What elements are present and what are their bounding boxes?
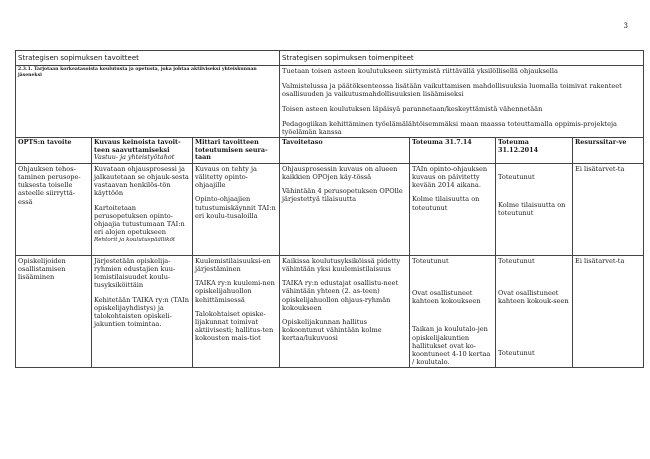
col-realization-1: Toteuma 31.7.14 bbox=[410, 137, 496, 163]
row1-real2-2: Kolme tilaisuutta on toteutunut bbox=[498, 200, 566, 218]
row2-means bbox=[92, 255, 193, 368]
row1-means-note: Rehtorit ja koulutuspäälliköt bbox=[94, 237, 176, 244]
row2-target-2: TAIKA ry:n edustajat osallistu-neet vähintään yhteen (2. as-teen) opiskelijahuollon ohjaus-ryhmän kokoukseen bbox=[282, 279, 399, 312]
row1-meter-2: Opinto-ohjaajien tutustumiskäynnit TAI:n eri koulu-tusaloilla bbox=[195, 195, 276, 220]
row2-real2-1: Toteutunut bbox=[498, 256, 535, 265]
row2-means-1: Järjestetään opiskelija-ryhmien edustajien kuu-lemistilaisuudet koulu-tusyksiköittäin bbox=[94, 256, 176, 290]
row2-target bbox=[280, 255, 410, 368]
row2-meter bbox=[193, 255, 280, 368]
row2-real1-1: Toteutunut bbox=[412, 256, 449, 265]
strategy-table bbox=[15, 50, 644, 368]
action-2: Valmistelussa ja päätöksenteossa lisätään vaikuttamisen mahdollisuuksia luomalla toimivat rakenteet osallisuuden ja vaikutusmahdollisuuksien lisäämiseksi bbox=[282, 81, 622, 99]
goal-actions bbox=[280, 66, 644, 138]
row1-real1-1: TAIn opinto-ohjauksen kuvaus on päivitetty kevään 2014 aikana. bbox=[412, 164, 488, 190]
row2-meter-3: Talokohtaiset opiske-lijakunnat toimivat aktiivisesti; hallitus-ten kokousten mais-tiot bbox=[195, 309, 274, 343]
action-4: Pedagogiikan kehittäminen työelämälähtöisemmäksi maan maassa toteuttamalla oppimis-projekteja työelämän kanssa bbox=[282, 119, 617, 136]
row1-meter bbox=[193, 163, 280, 255]
row1-target-1: Ohjausprosessin kuvaus on alueen kaikkien OPOjen käy-tössä bbox=[282, 164, 398, 181]
row2-real1 bbox=[410, 255, 496, 368]
row2-real2-2: Ovat osallistuneet kahteen kokouk-seen bbox=[498, 288, 569, 306]
header-actions: Strategisen sopimuksen toimenpiteet bbox=[280, 51, 644, 66]
row1-meter-1: Kuvaus on tehty ja välitetty opinto-ohjaajille bbox=[195, 164, 257, 190]
table-row bbox=[16, 255, 644, 368]
goal-text: 2.3.1. Tarjotaan korkeatasoista koulutusta ja opetusta, joka johtaa aktiiviseksi yhteiskunnan jäseneksi bbox=[16, 66, 280, 138]
row2-real2-3: Toteutunut bbox=[498, 349, 535, 358]
column-header-row bbox=[16, 137, 644, 163]
row1-goal: Ohjauksen tehos-taminen perusope-tuksesta toiselle asteelle siirryttä-essä bbox=[16, 163, 92, 255]
col-means bbox=[92, 137, 193, 163]
row1-means-2: Kartoitetaan perusopetuksen opinto-ohjaajia tutustumaan TAI:n eri alojen opetukseen bbox=[94, 203, 185, 237]
col-resources: Resurssitar-ve bbox=[573, 137, 644, 163]
row2-goal: Opiskelijoiden osallistamisen lisääminen bbox=[16, 255, 92, 368]
row2-real2 bbox=[496, 255, 573, 368]
row2-real1-3: Taikan ja koulutalo-jen opiskelijakuntien hallitukset ovat ko-koontuneet 4-10 kertaa / koulutalo. bbox=[412, 325, 491, 367]
row2-meter-2: TAIKA ry:n kuulemi-nen opiskelijahuollon kehittämisessä bbox=[195, 279, 275, 304]
row1-real1 bbox=[410, 163, 496, 255]
row2-target-1: Kaikissa koulutusyksiköissä pidetty vähintään yksi kuulemistilaisuus bbox=[282, 256, 401, 273]
row1-resources: Ei lisätarvet-ta bbox=[573, 163, 644, 255]
row1-means bbox=[92, 163, 193, 255]
row1-real1-2: Kolme tilaisuutta on toteutunut bbox=[412, 195, 480, 212]
col-means-label: Kuvaus keinoista tavoit-teen saavuttamiseksi bbox=[94, 137, 181, 154]
row2-real1-2: Ovat osallistuneet kahteen kokoukseen bbox=[412, 288, 481, 306]
col-realization-2: Toteuma 31.12.2014 bbox=[496, 137, 573, 163]
header-row bbox=[16, 51, 644, 66]
row1-target-2: Vähintään 4 perusopetuksen OPOlle järjestettyä tilaisuutta bbox=[282, 187, 403, 204]
action-1: Tuetaan toisen asteen koulutukseen siirtymistä riittävällä yksilöllisellä ohjauksella bbox=[282, 67, 558, 76]
col-opts-goal: OPTS:n tavoite bbox=[16, 137, 92, 163]
row1-real2-1: Toteutunut bbox=[498, 172, 535, 181]
row1-target bbox=[280, 163, 410, 255]
col-means-sub: Vastuu- ja yhteistyötahot bbox=[94, 153, 175, 162]
row2-resources: Ei lisätarvet-ta bbox=[573, 255, 644, 368]
row2-means-2: Kehitetään TAIKA ry:n (TAIn opiskelijayhdistys) ja talokohtaisten opiskeli-jakuntien toimintaa. bbox=[94, 295, 189, 329]
header-goals: Strategisen sopimuksen tavoitteet bbox=[16, 51, 280, 66]
row1-means-1: Kuvataan ohjausprosessi ja jalkautetaan se ohjauk-sesta vastaavan henkilös-tön käyttöön bbox=[94, 164, 189, 198]
goal-row bbox=[16, 66, 644, 138]
row1-real2 bbox=[496, 163, 573, 255]
col-target: Tavoitetaso bbox=[280, 137, 410, 163]
table-row bbox=[16, 163, 644, 255]
col-meter: Mittari tavoitteen toteutumisen seura-taan bbox=[193, 137, 280, 163]
row2-meter-1: Kuulemistilaisuuksi-en järjestäminen bbox=[195, 256, 271, 273]
action-3: Toisen asteen koulutuksen läpäisyä parannetaan/keskeyttämistä vähennetään bbox=[282, 104, 543, 113]
row2-target-3: Opiskelijakunnan hallitus kokoontunut vähintään kolme kertaa/lukuvuosi bbox=[282, 317, 382, 343]
page-number: 3 bbox=[623, 22, 628, 30]
